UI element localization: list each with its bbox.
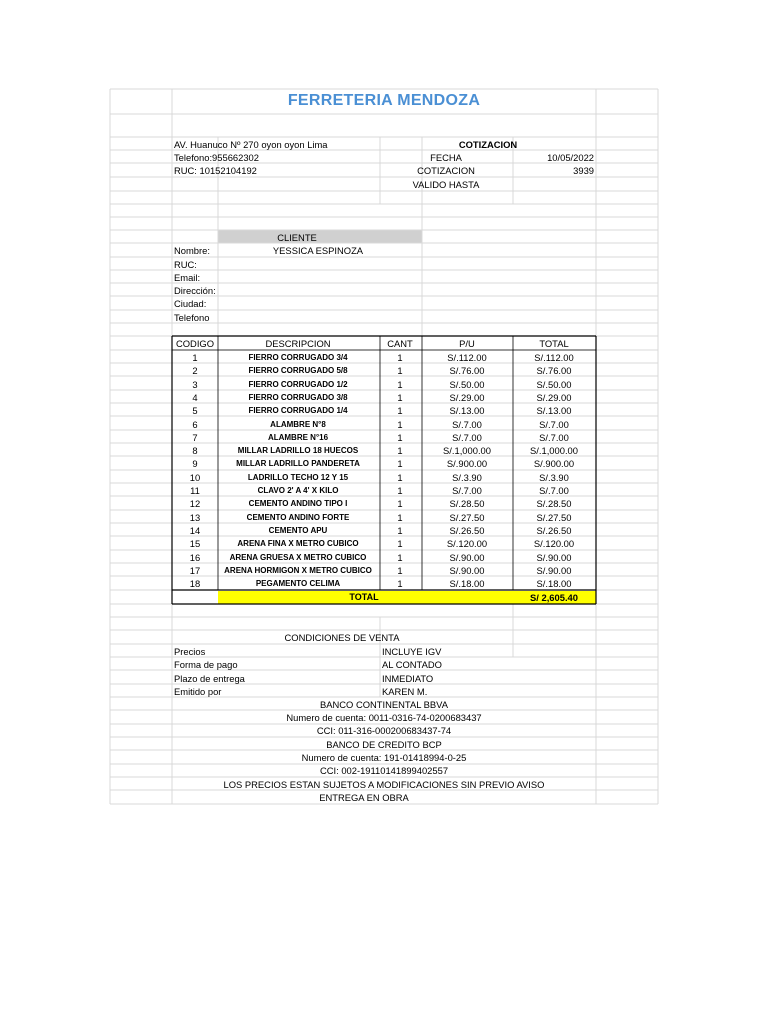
- condition-value: INMEDIATO: [382, 672, 434, 684]
- row-pu: S/.3.90: [452, 471, 482, 483]
- row-descripcion: PEGAMENTO CELIMA: [255, 579, 341, 589]
- date-label: FECHA: [430, 152, 462, 163]
- company-ruc: RUC: 10152104192: [174, 165, 257, 176]
- row-codigo: 8: [192, 445, 198, 457]
- row-cant: 1: [397, 365, 403, 377]
- bank1-cci: CCI: 011-316-000200683437-74: [316, 725, 452, 736]
- row-cant: 1: [397, 471, 403, 483]
- row-total: S/.27.50: [536, 511, 572, 523]
- row-pu: S/.112.00: [447, 352, 487, 363]
- row-pu: S/.50.00: [449, 378, 485, 390]
- row-cant: 1: [397, 564, 403, 576]
- row-descripcion: ARENA HORMIGON X METRO CUBICO: [224, 565, 372, 575]
- quote-number-label: COTIZACION: [417, 165, 475, 176]
- client-email-label: Email:: [174, 272, 201, 283]
- condition-label: Emitido por: [174, 685, 222, 697]
- row-pu: S/.26.50: [449, 524, 485, 536]
- total-label: TOTAL: [349, 592, 379, 602]
- condition-value: AL CONTADO: [382, 659, 442, 671]
- condition-value: KAREN M.: [382, 685, 428, 697]
- condition-value: INCLUYE IGV: [382, 646, 442, 657]
- conditions-heading: CONDICIONES DE VENTA: [284, 632, 400, 643]
- row-cant: 1: [397, 511, 403, 523]
- client-name-value: YESSICA ESPINOZA: [272, 245, 364, 256]
- row-total: S/.29.00: [536, 391, 572, 403]
- row-total: S/.1,000.00: [530, 445, 578, 457]
- table-header-codigo: CODIGO: [175, 338, 215, 349]
- row-codigo: 7: [192, 431, 198, 443]
- row-total: S/.7.00: [539, 418, 569, 430]
- row-codigo: 11: [190, 485, 200, 496]
- client-header-fill: [218, 230, 422, 243]
- row-cant: 1: [397, 445, 403, 457]
- row-total: S/.90.00: [536, 564, 572, 576]
- row-codigo: 9: [192, 458, 198, 470]
- row-total: S/.50.00: [536, 378, 572, 390]
- row-codigo: 14: [189, 524, 201, 536]
- company-address: AV. Huanuco Nº 270 oyon oyon Lima: [174, 139, 328, 150]
- date-value: 10/05/2022: [547, 152, 594, 163]
- condition-label: Precios: [174, 646, 206, 657]
- row-codigo: 12: [189, 498, 201, 510]
- row-cant: 1: [397, 485, 403, 496]
- row-total: S/.13.00: [536, 405, 572, 417]
- client-ruc-label: RUC:: [174, 259, 197, 270]
- row-pu: S/.90.00: [449, 551, 485, 563]
- row-total: S/.7.00: [539, 431, 569, 443]
- client-city-label: Ciudad:: [174, 298, 207, 309]
- row-codigo: 5: [192, 405, 198, 417]
- row-descripcion: MILLAR LADRILLO 18 HUECOS: [237, 446, 359, 456]
- row-cant: 1: [397, 431, 403, 443]
- row-descripcion: ARENA GRUESA X METRO CUBICO: [229, 552, 367, 562]
- bank2-name: BANCO DE CREDITO BCP: [326, 739, 442, 750]
- row-total: S/.26.50: [536, 524, 572, 536]
- condition-label: Forma de pago: [174, 659, 238, 671]
- row-descripcion: CEMENTO APU: [268, 525, 328, 535]
- client-name-label: Nombre:: [174, 245, 210, 256]
- row-pu: S/.13.00: [449, 405, 485, 417]
- row-total: S/.76.00: [536, 365, 572, 377]
- row-pu: S/.27.50: [449, 511, 485, 523]
- row-cant: 1: [397, 378, 403, 390]
- quote-number-value: 3939: [573, 165, 594, 176]
- quote-heading: COTIZACION: [458, 139, 518, 150]
- row-cant: 1: [397, 498, 403, 510]
- row-total: S/.90.00: [536, 551, 572, 563]
- company-title: FERRETERIA MENDOZA: [287, 92, 481, 109]
- row-cant: 1: [397, 418, 403, 430]
- table-header-total: TOTAL: [539, 338, 569, 349]
- company-phone: Telefono:955662302: [174, 152, 259, 163]
- row-total: S/.120.00: [533, 538, 575, 550]
- row-pu: S/.18.00: [449, 578, 485, 590]
- row-descripcion: FIERRO CORRUGADO 1/4: [248, 406, 348, 416]
- row-pu: S/.28.50: [449, 498, 485, 510]
- row-codigo: 1: [192, 352, 198, 363]
- row-cant: 1: [397, 352, 403, 363]
- row-codigo: 15: [189, 538, 201, 550]
- row-descripcion: ARENA FINA X METRO CUBICO: [237, 539, 359, 549]
- row-descripcion: CLAVO 2' A 4' X KILO: [257, 486, 339, 495]
- row-descripcion: FIERRO CORRUGADO 1/2: [248, 379, 348, 389]
- row-pu: S/.1,000.00: [443, 445, 491, 457]
- row-descripcion: FIERRO CORRUGADO 5/8: [248, 366, 348, 376]
- row-cant: 1: [397, 405, 403, 417]
- row-descripcion: CEMENTO ANDINO FORTE: [246, 512, 350, 522]
- row-descripcion: ALAMBRE N°8: [270, 419, 326, 429]
- row-total: S/.112.00: [534, 352, 574, 363]
- bank1-name: BANCO CONTINENTAL BBVA: [320, 699, 448, 710]
- table-header-cant: CANT: [387, 338, 413, 349]
- row-descripcion: FIERRO CORRUGADO 3/4: [248, 353, 348, 362]
- client-phone-label: Telefono: [174, 312, 210, 323]
- table-header-descripcion: DESCRIPCION: [265, 338, 331, 349]
- row-cant: 1: [397, 458, 403, 470]
- row-total: S/.7.00: [539, 485, 569, 496]
- bank2-cci: CCI: 002-19110141899402557: [319, 765, 449, 776]
- row-codigo: 4: [192, 391, 198, 403]
- client-heading: CLIENTE: [277, 232, 317, 243]
- row-pu: S/.90.00: [449, 564, 485, 576]
- row-cant: 1: [397, 578, 403, 590]
- row-codigo: 13: [189, 511, 201, 523]
- row-codigo: 6: [192, 418, 198, 430]
- row-pu: S/.120.00: [446, 538, 488, 550]
- row-cant: 1: [397, 551, 403, 563]
- row-pu: S/.900.00: [446, 458, 488, 470]
- row-pu: S/.7.00: [452, 431, 482, 443]
- total-value: S/ 2,605.40: [530, 592, 578, 603]
- row-descripcion: MILLAR LADRILLO PANDERETA: [236, 459, 360, 469]
- bank1-account: Numero de cuenta: 0011-0316-74-0200683437: [286, 712, 482, 723]
- row-pu: S/.7.00: [452, 485, 482, 496]
- row-cant: 1: [397, 391, 403, 403]
- row-total: S/.3.90: [539, 471, 569, 483]
- row-codigo: 17: [189, 564, 201, 576]
- client-address-label: Dirección:: [174, 285, 216, 296]
- row-codigo: 10: [189, 471, 201, 483]
- row-total: S/.28.50: [536, 498, 572, 510]
- row-codigo: 3: [192, 378, 198, 390]
- row-descripcion: CEMENTO ANDINO TIPO I: [248, 499, 348, 509]
- table-header-pu: P/U: [459, 338, 475, 349]
- disclaimer-note: LOS PRECIOS ESTAN SUJETOS A MODIFICACIONES SIN PREVIO AVISO: [223, 779, 545, 790]
- row-cant: 1: [397, 538, 403, 550]
- row-descripcion: FIERRO CORRUGADO 3/8: [248, 392, 348, 402]
- row-codigo: 18: [189, 578, 201, 590]
- row-total: S/.900.00: [533, 458, 575, 470]
- bank2-account: Numero de cuenta: 191-01418994-0-25: [301, 752, 467, 763]
- row-codigo: 16: [189, 551, 201, 563]
- delivery-note: ENTREGA EN OBRA: [319, 792, 409, 803]
- row-total: S/.18.00: [536, 578, 572, 590]
- row-descripcion: LADRILLO TECHO 12 Y 15: [247, 472, 349, 482]
- row-codigo: 2: [192, 365, 198, 377]
- row-cant: 1: [397, 524, 403, 536]
- row-pu: S/.29.00: [449, 391, 485, 403]
- condition-label: Plazo de entrega: [174, 672, 245, 684]
- row-pu: S/.76.00: [449, 365, 485, 377]
- row-pu: S/.7.00: [452, 418, 482, 430]
- valid-until-label: VALIDO HASTA: [412, 179, 480, 190]
- row-descripcion: ALAMBRE N°16: [267, 432, 329, 442]
